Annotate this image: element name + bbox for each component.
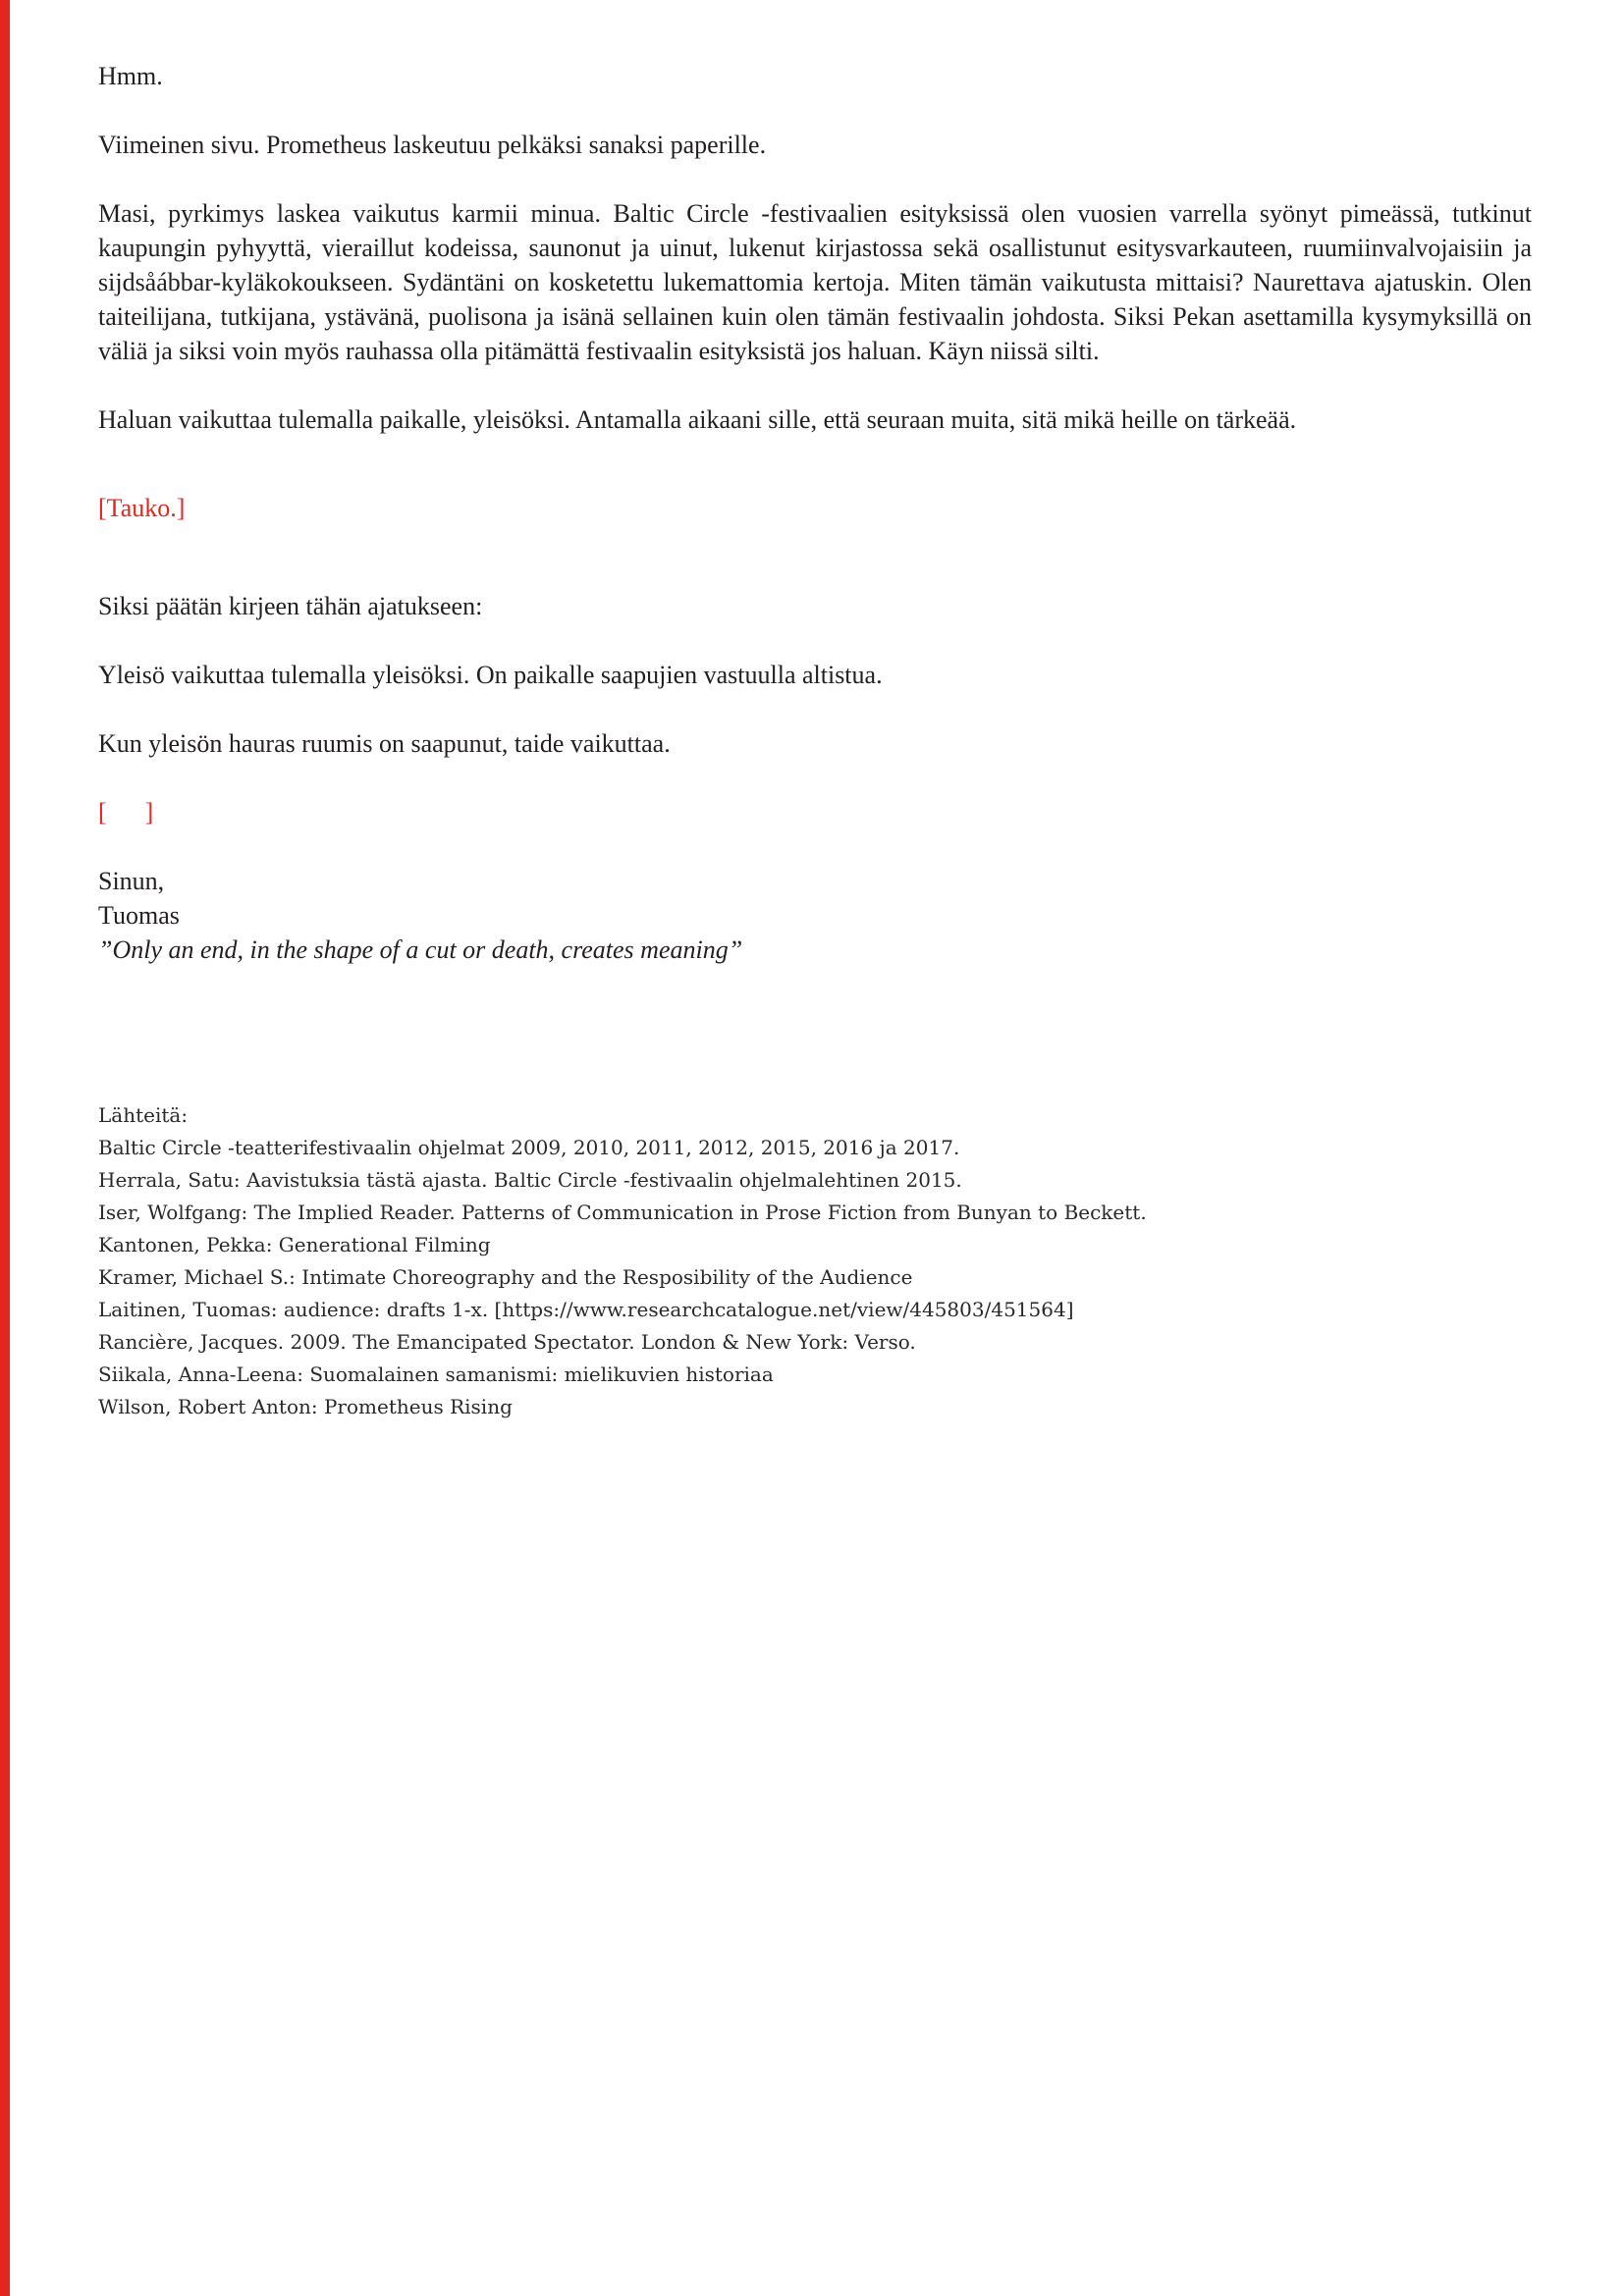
signature-salutation: Sinun, xyxy=(98,867,165,895)
reference-item: Rancière, Jacques. 2009. The Emancipated Spectator. London & New York: Verso. xyxy=(98,1330,916,1354)
empty-brackets-marker: [ ] xyxy=(98,798,154,827)
signature-block xyxy=(98,864,1532,967)
reference-item: Laitinen, Tuomas: audience: drafts 1-x. [https://www.researchcatalogue.net/view/445803/451564] xyxy=(98,1298,1074,1321)
letter-page xyxy=(98,59,1532,1423)
paragraph-main: Masi, pyrkimys laskea vaikutus karmii minua. Baltic Circle -festivaalien esityksissä olen vuosien varrella syönyt pimeässä, tutkinut kaupungin pyhyyttä, vieraillut kodeissa, saunonut ja uinut, lukenut kirjastossa sekä osallistunut esitysvarkauteen, ruumiinvalvojaisiin ja sijdsåábbar-kyläkokoukseen. Sydäntäni on kosketettu lukemattomia kertoja. Miten tämän vaikutusta mittaisi? Naurettava ajatuskin. Olen taiteilijana, tutkijana, ystävänä, puolisona ja isänä sellainen kuin olen tämän festivaalin johdosta. Siksi Pekan asettamilla kysymyksillä on väliä ja siksi voin myös rauhassa olla pitämättä festivaalin esityksistä jos haluan. Käyn niissä silti. xyxy=(98,199,1532,365)
reference-item: Siikala, Anna-Leena: Suomalainen samanismi: mielikuvien historiaa xyxy=(98,1362,774,1386)
paragraph-siksi: Siksi päätän kirjeen tähän ajatukseen: xyxy=(98,592,483,620)
paragraph-haluan: Haluan vaikuttaa tulemalla paikalle, yleisöksi. Antamalla aikaani sille, että seuraan muita, sitä mikä heille on tärkeää. xyxy=(98,405,1297,434)
reference-item: Kramer, Michael S.: Intimate Choreography and the Resposibility of the Audience xyxy=(98,1265,913,1289)
paragraph-yleiso: Yleisö vaikuttaa tulemalla yleisöksi. On paikalle saapujien vastuulla altistua. xyxy=(98,661,883,689)
references-title: Lähteitä: xyxy=(98,1103,189,1127)
left-accent-bar xyxy=(0,0,10,2296)
signature-name: Tuomas xyxy=(98,901,180,930)
references-section xyxy=(98,1099,1532,1423)
reference-item: Wilson, Robert Anton: Prometheus Rising xyxy=(98,1395,513,1418)
reference-item: Iser, Wolfgang: The Implied Reader. Patterns of Communication in Prose Fiction from Bunyan to Beckett. xyxy=(98,1201,1147,1224)
reference-item: Kantonen, Pekka: Generational Filming xyxy=(98,1233,491,1256)
paragraph-kun: Kun yleisön hauras ruumis on saapunut, taide vaikuttaa. xyxy=(98,729,671,758)
paragraph-last-page: Viimeinen sivu. Prometheus laskeutuu pelkäksi sanaksi paperille. xyxy=(98,131,767,159)
paragraph-hmm: Hmm. xyxy=(98,62,163,90)
pause-marker: [Tauko.] xyxy=(98,494,186,522)
closing-quote: ”Only an end, in the shape of a cut or death, creates meaning” xyxy=(98,935,743,964)
reference-item: Herrala, Satu: Aavistuksia tästä ajasta. Baltic Circle -festivaalin ohjelmalehtinen 2015. xyxy=(98,1168,962,1192)
reference-item: Baltic Circle -teatterifestivaalin ohjelmat 2009, 2010, 2011, 2012, 2015, 2016 ja 2017. xyxy=(98,1136,960,1159)
